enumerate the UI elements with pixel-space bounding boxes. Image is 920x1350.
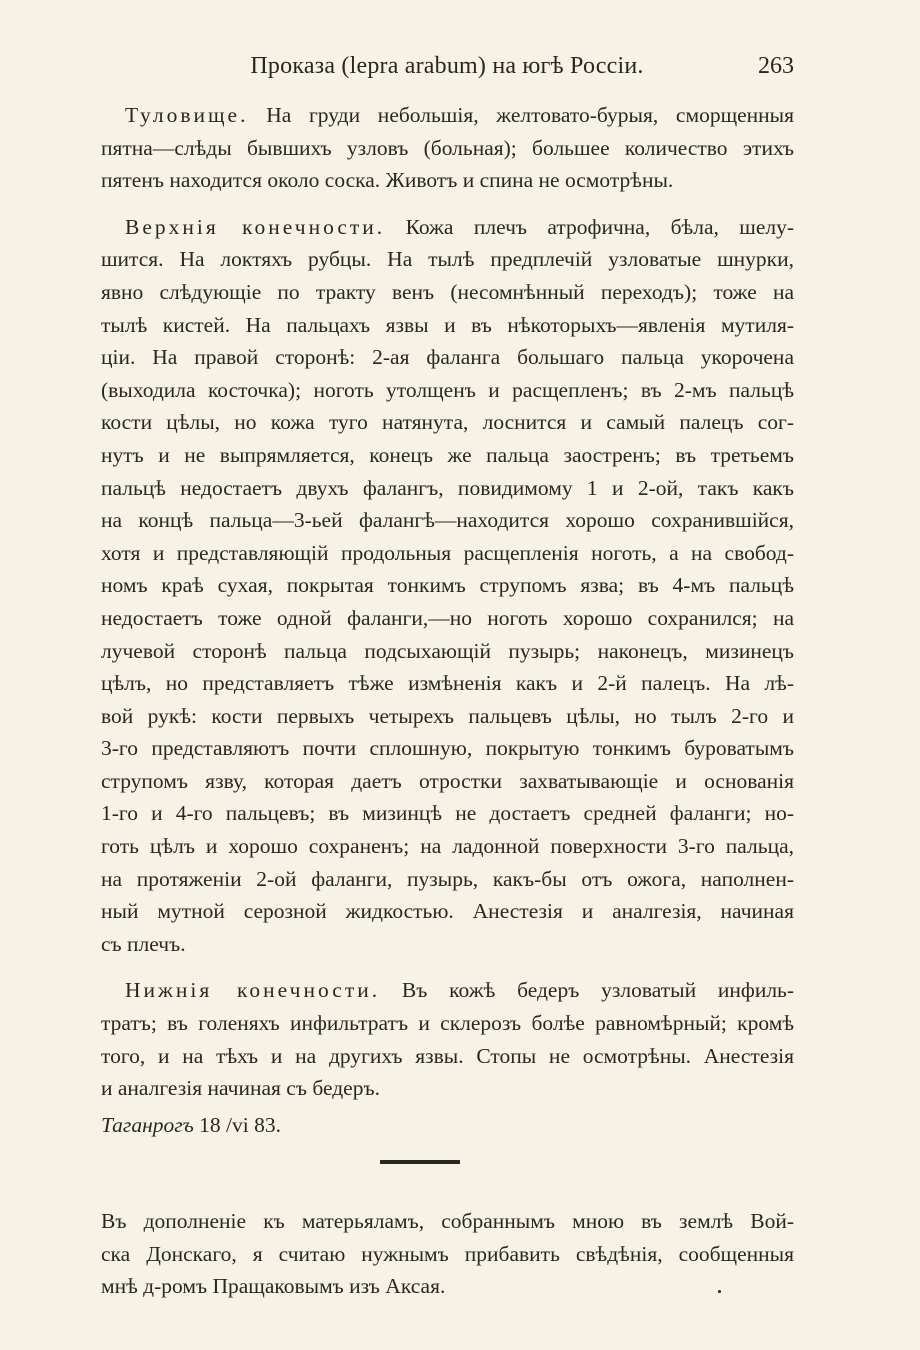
text-line: Нижнія конечности. Въ кожѣ бедеръ узловатый инфиль- (125, 978, 795, 1003)
text-line: съ плечъ. (101, 931, 186, 956)
section-divider (380, 1160, 460, 1164)
text-line: хотя и представляющій продольныя расщепленія ноготь, а на свобод- (101, 540, 794, 565)
text-line: явно слѣдующіе по тракту венъ (несомнѣнный переходъ); тоже на (101, 279, 794, 304)
text-line: ціи. На правой сторонѣ: 2-ая фаланга большаго пальца укорочена (101, 345, 794, 370)
text-line: готь цѣлъ и хорошо сохраненъ; на ладонной поверхности 3-го пальца, (101, 834, 794, 859)
text-line: пятна—слѣды бывшихъ узловъ (больная); большее количество этихъ (101, 135, 794, 160)
text-line: 3-го представляютъ почти сплошную, покрытую тонкимъ буроватымъ (101, 736, 794, 761)
text-line: кости цѣлы, но кожа туго натянута, лоснится и самый палецъ сог- (101, 410, 794, 435)
text-line: тылѣ кистей. На пальцахъ язвы и въ нѣкоторыхъ—явленія мутиля- (101, 312, 794, 337)
text-line: струпомъ язву, которая даетъ отростки захватывающіе и основанія (101, 768, 794, 793)
print-speck (718, 1290, 721, 1293)
section-heading-upper-limbs: Верхнія конечности. (125, 214, 386, 239)
text-line: вой рукѣ: кости первыхъ четырехъ пальцевъ цѣлы, но тылъ 2-го и (101, 703, 794, 728)
text-line: цѣлъ, но представляетъ тѣже измѣненія какъ и 2-й палецъ. На лѣ- (101, 671, 794, 696)
text-line: ный мутной серозной жидкостью. Анестезія и аналгезія, начиная (101, 899, 794, 924)
signature-place: Таганрогъ (101, 1112, 194, 1137)
text-line: Верхнія конечности. Кожа плечъ атрофична, бѣла, шелу- (125, 214, 794, 239)
text-line: и аналгезія начиная съ бедеръ. (101, 1076, 380, 1101)
text-line: Въ дополненіе къ матерьяламъ, собраннымъ мною въ землѣ Вой- (101, 1209, 794, 1233)
section-heading-lower-limbs: Нижнія конечности. (125, 978, 381, 1003)
text-line: на концѣ пальца—3-ьей фалангѣ—находится хорошо сохранившійся, (101, 508, 794, 533)
text-line: Туловище. На груди небольшія, желтовато-бурыя, сморщенныя (125, 103, 795, 127)
text-line: того, и на тѣхъ и на другихъ язвы. Стопы не осмотрѣны. Анестезія (101, 1043, 794, 1068)
text-line: шится. На локтяхъ рубцы. На тылѣ предплечій узловатые шнурки, (101, 247, 794, 272)
text-line: тратъ; въ голеняхъ инфильтратъ и склерозъ болѣе равномѣрный; кромѣ (101, 1011, 794, 1036)
text-line: на протяженіи 2-ой фаланги, пузырь, какъ-бы отъ ожога, наполнен- (101, 866, 794, 891)
text-line: недостаетъ тоже одной фаланги,—но ноготь хорошо сохранился; на (101, 605, 794, 630)
running-title: Проказа (lерrа arаbum) на югѣ Россіи. (250, 53, 644, 79)
addendum-paragraph (101, 1205, 794, 1303)
text-line: пятенъ находится около соска. Животъ и спина не осмотрѣны. (101, 168, 674, 193)
text-line: ска Донскаго, я считаю нужнымъ прибавить свѣдѣнія, сообщенныя (101, 1241, 794, 1266)
page-number: 263 (758, 53, 794, 79)
section-heading-torso: Туловище. (125, 103, 249, 127)
text-line: номъ краѣ сухая, покрытая тонкимъ струпомъ язва; въ 4-мъ пальцѣ (101, 573, 794, 598)
running-header (100, 50, 794, 82)
signature-line (101, 1109, 794, 1142)
text-line: 1-го и 4-го пальцевъ; въ мизинцѣ не достаетъ средней фаланги; но- (101, 801, 794, 826)
text-line: нутъ и не выпрямляется, конецъ же пальца заостренъ; въ третьемъ (101, 442, 794, 467)
text-line: лучевой сторонѣ пальца подсыхающій пузырь; наконецъ, мизинецъ (101, 638, 794, 663)
text-line: мнѣ д-ромъ Пращаковымъ изъ Аксая. (101, 1274, 446, 1299)
body-text (101, 99, 794, 1141)
signature-date: 18 /vi 83. (199, 1112, 281, 1137)
text-line: пальцѣ недостаетъ двухъ фалангъ, повидимому 1 и 2-ой, такъ какъ (101, 475, 794, 500)
text-line: (выходила косточка); ноготь утолщенъ и расщепленъ; въ 2-мъ пальцѣ (101, 377, 794, 402)
